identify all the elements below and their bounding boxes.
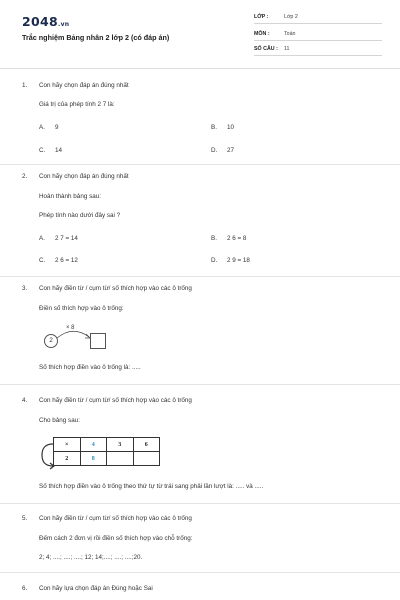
question-prompt-2: Phép tính nào dưới đây sai ? <box>39 212 121 219</box>
question-number: 1. <box>22 82 28 89</box>
question-instruction: Con hãy lựa chọn đáp án Đúng hoặc Sai <box>39 585 153 592</box>
meta-value: 11 <box>284 46 290 52</box>
meta-row-subject <box>254 29 382 41</box>
answer-blank-box[interactable] <box>90 333 106 349</box>
diagram-operator: × 8 <box>66 325 75 331</box>
meta-row-class <box>254 12 382 24</box>
meta-label: MÔN : <box>254 31 270 37</box>
question-instruction: Con hãy điền từ / cụm từ/ số thích hợp vào các ô trống <box>39 285 192 292</box>
logo-main: 2048 <box>22 14 58 29</box>
option-letter: D. <box>211 257 218 264</box>
question-instruction: Con hãy chọn đáp án đúng nhất <box>39 82 129 89</box>
answer-blank-cell[interactable] <box>107 452 134 466</box>
option-letter: C. <box>39 257 46 264</box>
question-separator <box>0 503 400 504</box>
option-letter: A. <box>39 124 45 131</box>
question-number: 6. <box>22 585 28 592</box>
question-separator <box>0 276 400 277</box>
option-text: 10 <box>227 124 235 131</box>
question-number: 2. <box>22 173 28 180</box>
header-divider <box>0 68 400 69</box>
option-text: 27 <box>227 147 235 154</box>
answer-blank-cell[interactable] <box>133 452 160 466</box>
arrow-arc-icon <box>56 326 92 340</box>
table-cell: 3 <box>107 438 134 452</box>
question-prompt: Giá trị của phép tính 2 7 là: <box>39 101 115 108</box>
option-text: 2 6 = 12 <box>55 257 78 264</box>
answer-line: Số thích hợp điền vào ô trống theo thứ tự từ trái sang phải lần lượt là: ..... và ..... <box>39 483 264 490</box>
question-separator <box>0 572 400 573</box>
number-sequence: 2; 4; ....; ....; ....; 12; 14;....; ....; ....;20. <box>39 554 143 561</box>
option-letter: D. <box>211 147 218 154</box>
meta-row-count <box>254 44 382 56</box>
question-instruction: Con hãy chọn đáp án đúng nhất <box>39 173 129 180</box>
table-cell: × <box>54 438 81 452</box>
option-text: 2 6 = 8 <box>227 235 247 242</box>
logo-tld: .vn <box>58 21 70 28</box>
document-title: Trắc nghiệm Bảng nhân 2 lớp 2 (có đáp án) <box>22 33 170 42</box>
table-row <box>54 452 160 466</box>
multiplication-table <box>53 437 160 466</box>
question-prompt: Điền số thích hợp vào ô trống: <box>39 305 124 312</box>
meta-value: Toán <box>284 31 296 37</box>
option-letter: C. <box>39 147 46 154</box>
question-number: 5. <box>22 515 28 522</box>
option-letter: B. <box>211 124 217 131</box>
question-number: 4. <box>22 397 28 404</box>
option-text: 9 <box>55 124 59 131</box>
option-letter: B. <box>211 235 217 242</box>
meta-label: LỚP : <box>254 14 269 20</box>
meta-label: SỐ CÂU : <box>254 46 278 52</box>
meta-value: Lớp 2 <box>284 14 298 20</box>
question-separator <box>0 164 400 165</box>
question-separator <box>0 384 400 385</box>
table-cell: 6 <box>133 438 160 452</box>
question-number: 3. <box>22 285 28 292</box>
option-letter: A. <box>39 235 45 242</box>
table-cell: 8 <box>80 452 107 466</box>
question-instruction: Con hãy điền từ / cụm từ/ số thích hợp vào các ô trống <box>39 397 192 404</box>
question-prompt: Đếm cách 2 đơn vị rồi điền số thích hợp vào chỗ trống: <box>39 535 193 542</box>
option-text: 14 <box>55 147 63 154</box>
option-text: 2 9 = 18 <box>227 257 250 264</box>
table-cell: 2 <box>54 452 81 466</box>
site-logo[interactable] <box>22 14 69 29</box>
answer-line: Số thích hợp điền vào ô trống là: ..... <box>39 364 141 371</box>
question-prompt: Hoàn thành bảng sau: <box>39 193 101 200</box>
option-text: 2 7 = 14 <box>55 235 78 242</box>
table-row <box>54 438 160 452</box>
table-cell: 4 <box>80 438 107 452</box>
diagram-start-circle: 2 <box>44 334 58 348</box>
document-header <box>0 0 400 62</box>
question-prompt: Cho bảng sau: <box>39 417 80 424</box>
question-instruction: Con hãy điền từ / cụm từ/ số thích hợp vào các ô trống <box>39 515 192 522</box>
